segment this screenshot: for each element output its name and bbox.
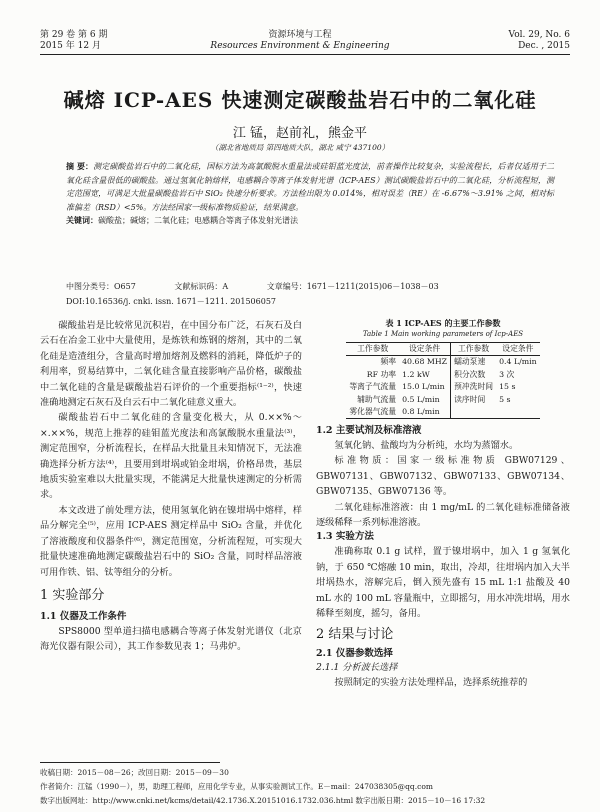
table-cell: 0.4 L/min xyxy=(499,357,537,367)
table-header: 设定条件 xyxy=(399,343,451,356)
table-cell: 15 s xyxy=(499,382,516,392)
table-row xyxy=(346,394,539,406)
table-cell: 1.2 kW xyxy=(399,369,451,381)
received-date: 收稿日期：2015－08－26；改回日期：2015－09－30 xyxy=(40,768,229,777)
affiliation: （湖北省地质局 第四地质大队，湖北 咸宁 437100） xyxy=(210,143,390,152)
article-number: 1671－1211(2015)06－1038－03 xyxy=(306,282,439,291)
issue-cn: 第 29 卷 第 6 期 xyxy=(40,30,108,40)
table-cell: 预冲洗时间 xyxy=(454,382,494,392)
doc-code: A xyxy=(222,282,229,291)
wavelength-paragraph: 按照制定的实验方法处理样品，选择系统推荐的 xyxy=(334,677,528,689)
keywords-text: 碳酸盐；碱熔；二氧化硅；电感耦合等离子体发射光谱法 xyxy=(98,216,298,225)
clc-label: 中图分类号： xyxy=(66,282,114,291)
table-cell: 频率 xyxy=(380,357,397,367)
date-en: Dec. , 2015 xyxy=(518,41,570,51)
journal-cn: 资源环境与工程 xyxy=(268,30,332,40)
footnote-rule xyxy=(40,762,220,763)
table-row xyxy=(346,406,539,419)
abstract-text: 测定碳酸盐岩石中的二氧化硅，国标方法为高氯酸脱水重量法或硅钼蓝光度法，前者操作比较复杂，实验流程长，后者仅适用于二氧化硅含量很低的碳酸盐。通过氢氧化钠熔样，电感耦合等离子体发射光谱（ICP-AES）测试碳酸盐岩石中的二氧化硅，分析流程短，测定范围宽，可满足大批量碳酸盐岩石中 SiO₂ 快速分析要求。方法检出限为 0.014%，相对误差（RE）在 -6.67%～3.91% 之间，相对标准偏差（RSD）<5%。方法经国家一级标准物质验证，结果满意。 xyxy=(66,162,554,212)
section-1-2-heading: 1.2 主要试剂及标准溶液 xyxy=(316,425,422,436)
table-1 xyxy=(316,318,570,419)
article-label: 文章编号： xyxy=(266,282,307,291)
keywords-label: 关键词： xyxy=(66,215,98,225)
right-column xyxy=(316,424,570,691)
table-cell: 等离子气流量 xyxy=(349,382,397,392)
table-header-row xyxy=(346,343,539,356)
doc-label: 文献标识码： xyxy=(174,282,223,291)
intro-paragraph-3: 本文改进了前处理方法，使用氢氧化钠在镍坩埚中熔样，样品分解完全⁽⁵⁾，应用 ICP-AES 测定样品中 SiO₂ 含量，并优化了溶液酸度和仪器条件⁽⁶⁾，测定范围宽，分析流程短，可实现大批量快速准确地测定碳酸盐岩石中的 SiO₂ 含量，同时样品溶液可用作铁、铝、钛等组分的分析。 xyxy=(40,504,302,578)
clc-code: O657 xyxy=(114,282,136,291)
table-cell: 3 次 xyxy=(499,369,515,379)
author-bio: 作者简介：江锰（1990－），男，助理工程师，应用化学专业，从事实验测试工作。E－mail：247038305@qq.com xyxy=(40,782,433,791)
instrument-paragraph: SPS8000 型单道扫描电感耦合等离子体发射光谱仪（北京海光仪器有限公司），其工作参数见表 1；马弗炉。 xyxy=(40,625,302,653)
table-cell: 辅助气流量 xyxy=(357,394,397,404)
section-1-1-heading: 1.1 仪器及工作条件 xyxy=(40,610,127,622)
section-1-heading: 1 实验部分 xyxy=(40,587,105,603)
table-cell xyxy=(451,406,496,419)
table-row xyxy=(346,369,539,381)
method-paragraph: 准确称取 0.1 g 试样，置于镍坩埚中，加入 1 g 氢氧化钠，于 650 ℃熔融 10 min，取出，冷却，往坩埚内加入大半坩埚热水，溶解完后，倒入预先盛有 15 mL 1:1 盐酸及 40 mL 水的 100 mL 容量瓶中，立即摇匀，用水冲洗坩埚，用水稀释至刻度，摇匀，备用。 xyxy=(316,546,570,620)
table-cell: 读序时间 xyxy=(454,394,486,404)
header-rule xyxy=(40,54,570,55)
abstract xyxy=(66,160,554,228)
table-cell: 积分次数 xyxy=(454,369,486,379)
volume-info xyxy=(509,30,570,52)
table-cell: 蠕动泵速 xyxy=(454,357,486,367)
table-cell: RF 功率 xyxy=(366,369,397,379)
standard-solution-paragraph: 二氧化硅标准溶液：由 1 mg/mL 的二氧化硅标准储备液逐级稀释一系列标准溶液。 xyxy=(316,501,570,529)
table-row xyxy=(346,381,539,393)
table-header: 设定条件 xyxy=(502,344,534,353)
doi: DOI:10.16536/j. cnki. issn. 1671－1211. 201506057 xyxy=(66,297,277,306)
table-cell: 5 s xyxy=(499,394,511,404)
intro-paragraph-2: 碳酸盐岩石中二氧化硅的含量变化极大，从 0.××%～×.××%，规范上推荐的硅钼蓝光度法和高氯酸脱水重量法⁽³⁾，测定范围窄，分析流程长，在样品大批量且未知情况下，无法准确选择分析方法⁽⁴⁾，且要用到坩埚或铂金坩埚，价格昂贵，基层地质实验室难以大批量实现，不能满足大批量快速测定的分析需求。 xyxy=(40,412,302,501)
date-cn: 2015 年 12 月 xyxy=(40,41,101,51)
section-2-1-heading: 2.1 仪器参数选择 xyxy=(316,648,393,660)
table-cell: 15.0 L/min xyxy=(399,381,451,393)
table-row xyxy=(346,356,539,369)
authors: 江 锰，赵前礼，熊金平 xyxy=(232,126,368,141)
left-column xyxy=(40,318,302,655)
section-1-3-heading: 1.3 实验方法 xyxy=(316,531,374,543)
parameters-table xyxy=(346,342,539,419)
table-cell: 0.5 L/min xyxy=(399,394,451,406)
table-header: 工作参数 xyxy=(357,344,389,353)
table-cell xyxy=(496,406,540,419)
vol-en: Vol. 29, No. 6 xyxy=(508,30,570,40)
reagents-paragraph: 氢氧化钠、盐酸均为分析纯，水均为蒸馏水。 xyxy=(334,440,519,451)
table-cell: 雾化器气流量 xyxy=(349,407,397,417)
section-2-heading: 2 结果与讨论 xyxy=(316,627,394,643)
section-2-1-1-heading: 2.1.1 分析波长选择 xyxy=(316,662,398,674)
footnotes xyxy=(40,766,570,808)
standards-paragraph: 标准物质：国家一级标准物质 GBW07129、GBW07131、GBW07132、GBW07133、GBW07134、GBW07135、GBW07136 等。 xyxy=(316,455,570,498)
classification xyxy=(66,280,566,293)
table-header: 工作参数 xyxy=(457,344,490,353)
table-caption-cn: 表 1 ICP-AES 的主要工作参数 xyxy=(385,318,501,328)
table-cell: 0.8 L/min xyxy=(399,406,451,419)
abstract-label: 摘 要： xyxy=(66,161,94,171)
table-caption-en: Table 1 Main working parameters of Icp-AES xyxy=(362,330,524,338)
journal-en: Resources Environment & Engineering xyxy=(210,41,390,51)
publication-url: 数字出版网址：http://www.cnki.net/kcms/detail/42.1736.X.20151016.1732.036.html 数字出版日期：2015－10－16 17:32 xyxy=(40,796,486,805)
paper-title: 碱熔 ICP-AES 快速测定碳酸盐岩石中的二氧化硅 xyxy=(63,88,537,112)
table-cell: 40.68 MHZ xyxy=(399,356,451,369)
intro-paragraph-1: 碳酸盐岩是比较常见沉积岩，在中国分布广泛，石灰石及白云石在冶金工业中大量使用，是炼铁和炼钢的熔剂，其中的二氧化硅是造渣组分，含量高时增加熔剂及燃料的消耗，降低炉子的利用率，贸易结算中，二氧化硅含量直接影响产品价格，碳酸盐中二氧化硅的含量是碳酸盐岩石评价的一个重要指标⁽¹⁻²⁾，快速准确地测定石灰石及白云石中二氧化硅意义重大。 xyxy=(40,320,302,409)
